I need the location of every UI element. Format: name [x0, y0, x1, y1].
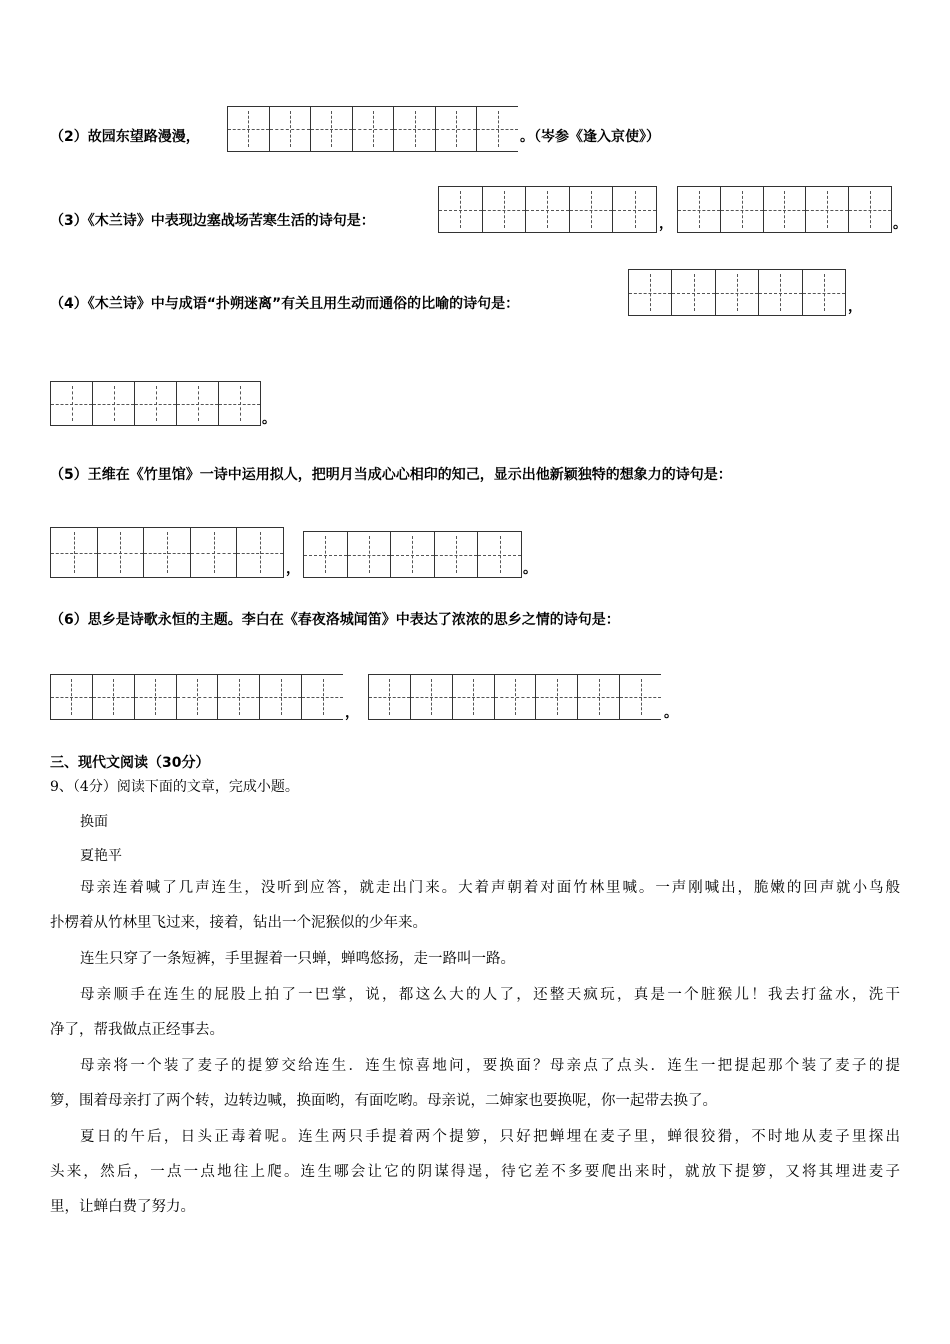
question-5-prompt: （5）王维在《竹里馆》一诗中运用拟人，把明月当成心心相印的知己，显示出他新颖独特的想象力的诗句是：: [50, 467, 732, 483]
article-line: 夏日的午后，日头正毒着呢。连生两只手提着两个提箩，只好把蝉埋在麦子里，蝉很狡猾，不时地从麦子里探出: [80, 1129, 900, 1145]
article-line: 净了，帮我做点正经事去。: [50, 1022, 224, 1038]
answer-grid-q5-a[interactable]: [50, 527, 284, 578]
article-author: 夏艳平: [80, 848, 122, 864]
answer-cell[interactable]: [439, 187, 483, 232]
answer-cell[interactable]: [629, 270, 672, 315]
answer-cell[interactable]: [353, 107, 395, 151]
article-title: 换面: [80, 814, 108, 830]
answer-cell[interactable]: [144, 528, 191, 577]
article-line: 母亲顺手在连生的屁股上拍了一巴掌，说，都这么大的人了，还整天疯玩，真是一个脏猴儿！我去打盆水，洗干: [80, 987, 900, 1003]
answer-cell[interactable]: [678, 187, 721, 232]
comma: ，: [345, 705, 359, 721]
section-heading: 三、现代文阅读（30分）: [50, 755, 210, 771]
answer-cell[interactable]: [51, 382, 93, 425]
answer-grid-q3-b[interactable]: [677, 186, 892, 233]
article-line: 母亲将一个装了麦子的提箩交给连生．连生惊喜地问，要换面？母亲点了点头．连生一把提起那个装了麦子的提: [80, 1058, 900, 1074]
answer-cell[interactable]: [135, 382, 177, 425]
period: 。: [262, 411, 276, 427]
answer-cell[interactable]: [270, 107, 312, 151]
question-2-prompt: （2）故园东望路漫漫，: [50, 129, 200, 145]
answer-cell[interactable]: [218, 675, 260, 719]
answer-cell[interactable]: [716, 270, 759, 315]
answer-cell[interactable]: [803, 270, 845, 315]
answer-cell[interactable]: [613, 187, 656, 232]
answer-cell[interactable]: [177, 382, 219, 425]
answer-cell[interactable]: [436, 107, 478, 151]
article-line: 里，让蝉白费了努力。: [50, 1199, 195, 1215]
answer-cell[interactable]: [435, 532, 479, 577]
answer-cell[interactable]: [302, 675, 343, 719]
answer-cell[interactable]: [311, 107, 353, 151]
answer-cell[interactable]: [93, 382, 135, 425]
answer-cell[interactable]: [495, 675, 537, 719]
question-4-prompt: （4）《木兰诗》中与成语“扑朔迷离”有关且用生动而通俗的比喻的诗句是：: [50, 296, 520, 312]
answer-cell[interactable]: [348, 532, 392, 577]
answer-cell[interactable]: [369, 675, 411, 719]
answer-cell[interactable]: [51, 675, 93, 719]
answer-cell[interactable]: [849, 187, 891, 232]
answer-cell[interactable]: [764, 187, 807, 232]
answer-cell[interactable]: [526, 187, 570, 232]
answer-grid-q4-b[interactable]: [50, 381, 261, 426]
answer-cell[interactable]: [578, 675, 620, 719]
answer-grid-q5-b[interactable]: [303, 531, 522, 578]
answer-cell[interactable]: [93, 675, 135, 719]
answer-cell[interactable]: [304, 532, 348, 577]
article-line: 头来，然后，一点一点地往上爬。连生哪会让它的阴谋得逞，待它差不多要爬出来时，就放下提箩，又将其埋进麦子: [50, 1164, 900, 1180]
answer-cell[interactable]: [620, 675, 661, 719]
question-9-prompt: 9、（4分）阅读下面的文章，完成小题。: [50, 779, 299, 795]
answer-grid-q6-a[interactable]: [50, 674, 343, 720]
answer-grid-q3-a[interactable]: [438, 186, 657, 233]
comma: ，: [848, 299, 862, 315]
answer-cell[interactable]: [721, 187, 764, 232]
answer-cell[interactable]: [483, 187, 527, 232]
answer-cell[interactable]: [478, 532, 521, 577]
answer-cell[interactable]: [672, 270, 715, 315]
period: 。: [523, 561, 537, 577]
comma: ，: [659, 216, 673, 232]
answer-cell[interactable]: [759, 270, 802, 315]
comma: ，: [286, 561, 300, 577]
answer-cell[interactable]: [391, 532, 435, 577]
answer-grid-q6-b[interactable]: [368, 674, 661, 720]
answer-cell[interactable]: [177, 675, 219, 719]
period: 。: [893, 216, 907, 232]
answer-cell[interactable]: [219, 382, 260, 425]
answer-cell[interactable]: [411, 675, 453, 719]
period: 。: [664, 705, 678, 721]
question-3-prompt: （3）《木兰诗》中表现边塞战场苦寒生活的诗句是：: [50, 213, 375, 229]
question-6-prompt: （6）思乡是诗歌永恒的主题。李白在《春夜洛城闻笛》中表达了浓浓的思乡之情的诗句是：: [50, 612, 620, 628]
answer-cell[interactable]: [51, 528, 98, 577]
answer-cell[interactable]: [260, 675, 302, 719]
answer-cell[interactable]: [394, 107, 436, 151]
question-2-source: 。（岑参《逢入京使》）: [520, 129, 660, 145]
answer-cell[interactable]: [570, 187, 614, 232]
article-line: 母亲连着喊了几声连生，没听到应答，就走出门来。大着声朝着对面竹林里喊。一声刚喊出，脆嫩的回声就小鸟般: [80, 880, 900, 896]
answer-cell[interactable]: [536, 675, 578, 719]
answer-cell[interactable]: [237, 528, 283, 577]
article-line: 扑楞着从竹林里飞过来，接着，钻出一个泥猴似的少年来。: [50, 915, 427, 931]
answer-cell[interactable]: [477, 107, 518, 151]
answer-cell[interactable]: [453, 675, 495, 719]
answer-cell[interactable]: [228, 107, 270, 151]
answer-cell[interactable]: [191, 528, 238, 577]
article-line: 连生只穿了一条短裤，手里握着一只蝉，蝉鸣悠扬，走一路叫一路。: [80, 951, 515, 967]
answer-cell[interactable]: [806, 187, 849, 232]
answer-cell[interactable]: [135, 675, 177, 719]
answer-grid-q2[interactable]: [227, 106, 518, 152]
article-line: 箩，围着母亲打了两个转，边转边喊，换面哟，有面吃哟。母亲说，二婶家也要换呢，你一起带去换了。: [50, 1093, 717, 1109]
answer-grid-q4-a[interactable]: [628, 269, 846, 316]
answer-cell[interactable]: [98, 528, 145, 577]
